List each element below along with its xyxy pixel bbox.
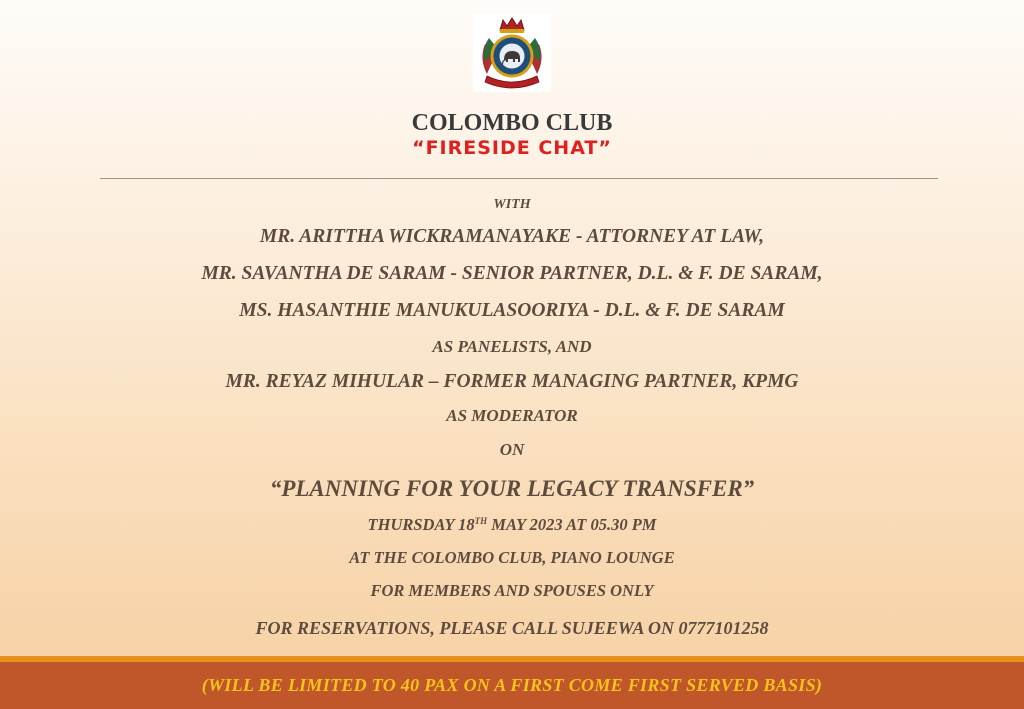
event-topic: “PLANNING FOR YOUR LEGACY TRANSFER” [269,476,755,501]
as-panelists-label: AS PANELISTS, AND [432,337,592,356]
moderator-name: MR. REYAZ MIHULAR – FORMER MANAGING PARTNER, KPMG [225,371,799,392]
as-moderator-label: AS MODERATOR [446,406,578,425]
event-date [0,515,1024,535]
reservations-contact: FOR RESERVATIONS, PLEASE CALL SUJEEWA ON 0777101258 [255,618,769,638]
divider-line [100,178,938,179]
on-label: ON [499,440,525,459]
colombo-club-crest-icon [473,14,551,92]
panelist-2: MR. SAVANTHA DE SARAM - SENIOR PARTNER, D.L. & F. DE SARAM, [201,263,823,284]
event-name: “FIRESIDE CHAT” [412,137,612,159]
event-audience: FOR MEMBERS AND SPOUSES ONLY [370,581,654,600]
date-rest: MAY 2023 AT 05.30 PM [487,515,657,534]
with-label: WITH [493,197,531,212]
panelist-1: MR. ARITTHA WICKRAMANAYAKE - ATTORNEY AT LAW, [259,226,765,247]
date-suffix: TH [474,516,488,526]
event-venue: AT THE COLOMBO CLUB, PIANO LOUNGE [349,548,675,567]
footer-note: (WILL BE LIMITED TO 40 PAX ON A FIRST COME FIRST SERVED BASIS) [201,675,823,695]
club-name: COLOMBO CLUB [411,110,613,136]
date-prefix: THURSDAY 18 [367,515,475,534]
panelist-3: MS. HASANTHIE MANUKULASOORIYA - D.L. & F. DE SARAM [239,300,785,321]
